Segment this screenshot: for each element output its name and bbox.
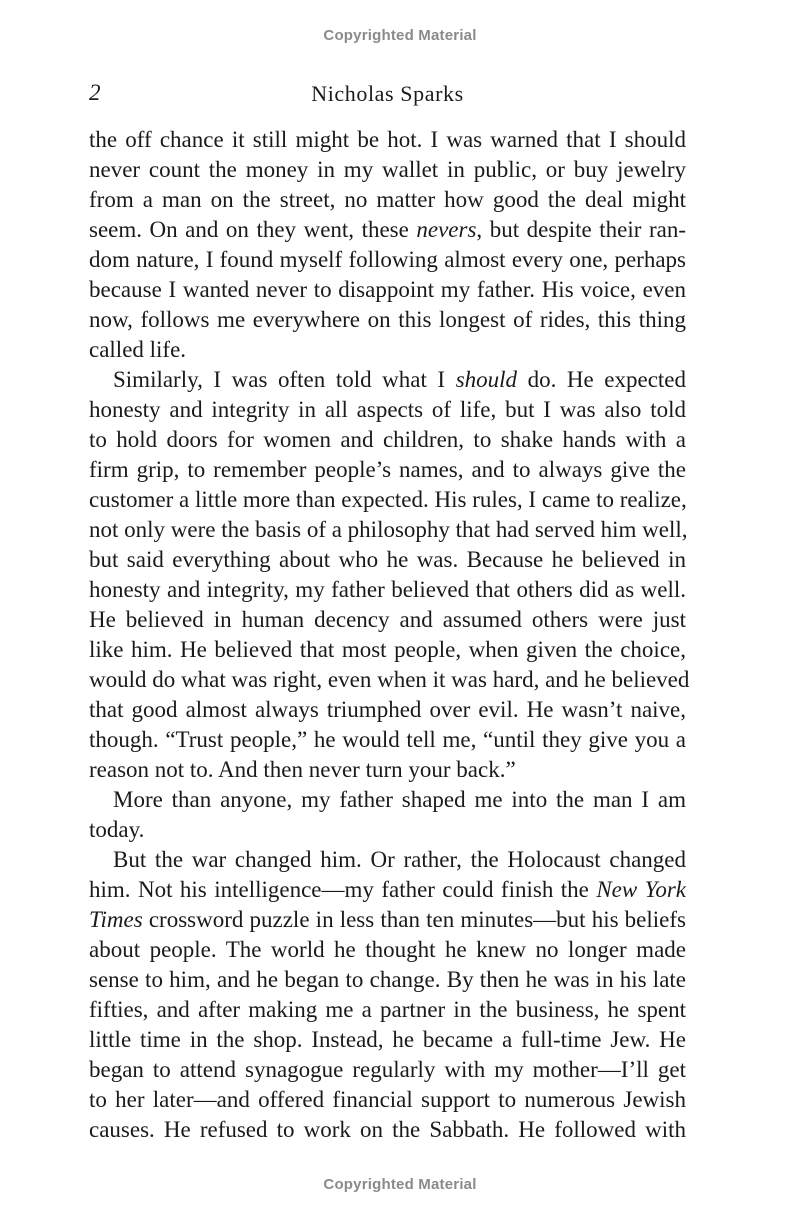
text-line: honesty and integrity, my father believed that others did as well. <box>89 577 686 602</box>
italic-title: New York <box>596 877 687 902</box>
text-line: that good almost always triumphed over evil. He wasn’t naive, <box>89 697 686 722</box>
text-line <box>89 875 686 905</box>
text-line: to hold doors for women and children, to shake hands with a <box>89 427 686 452</box>
italic-word: nevers <box>416 217 477 242</box>
text-line: would do what was right, even when it was hard, and he believed <box>89 667 690 692</box>
italic-title: Times <box>89 907 143 932</box>
text-segment: Similarly, I was often told what I <box>113 367 446 392</box>
text-line: little time in the shop. Instead, he became a full-time Jew. He <box>89 1027 686 1052</box>
text-line: from a man on the street, no matter how good the deal might <box>89 187 686 212</box>
copyright-watermark-bottom: Copyrighted Material <box>323 1176 477 1193</box>
body-text <box>89 125 690 1145</box>
text-line: called life. <box>89 337 187 362</box>
text-line: now, follows me everywhere on this longest of rides, this thing <box>89 307 686 332</box>
text-line: like him. He believed that most people, when given the choice, <box>89 637 686 662</box>
text-line: dom nature, I found myself following almost every one, perhaps <box>89 247 686 272</box>
text-line: causes. He refused to work on the Sabbath. He followed with <box>89 1117 686 1142</box>
text-line <box>89 215 686 245</box>
text-line: honesty and integrity in all aspects of life, but I was also told <box>89 397 686 422</box>
text-segment: , but despite their ran- <box>476 217 686 242</box>
copyright-watermark-top: Copyrighted Material <box>323 27 477 44</box>
text-line: about people. The world he thought he knew no longer made <box>89 937 686 962</box>
text-line <box>89 905 686 935</box>
text-line: today. <box>89 817 145 842</box>
text-line: not only were the basis of a philosophy that had served him well, <box>89 517 688 542</box>
running-head <box>89 80 686 110</box>
text-line: He believed in human decency and assumed others were just <box>89 607 686 632</box>
text-line: customer a little more than expected. His rules, I came to realize, <box>89 487 687 512</box>
text-line <box>89 365 686 395</box>
text-line: began to attend synagogue regularly with my mother—I’ll get <box>89 1057 686 1082</box>
text-line: reason not to. And then never turn your back.” <box>89 757 516 782</box>
author-name: Nicholas Sparks <box>311 81 464 106</box>
text-line: fifties, and after making me a partner in the business, he spent <box>89 997 686 1022</box>
text-line: More than anyone, my father shaped me into the man I am <box>113 787 686 812</box>
italic-word: should <box>455 367 518 392</box>
text-line: sense to him, and he began to change. By then he was in his late <box>89 967 686 992</box>
text-line: but said everything about who he was. Because he believed in <box>89 547 686 572</box>
text-line: the off chance it still might be hot. I was warned that I should <box>89 127 686 152</box>
text-segment: seem. On and on they went, these <box>89 217 409 242</box>
text-line: But the war changed him. Or rather, the Holocaust changed <box>113 847 686 872</box>
text-line: because I wanted never to disappoint my father. His voice, even <box>89 277 686 302</box>
text-segment: him. Not his intelligence—my father could finish the <box>89 877 589 902</box>
text-line: to her later—and offered financial support to numerous Jewish <box>89 1087 686 1112</box>
text-line: firm grip, to remember people’s names, and to always give the <box>89 457 686 482</box>
page-number: 2 <box>89 80 101 105</box>
text-segment: do. He expected <box>517 367 687 392</box>
text-line: though. “Trust people,” he would tell me, “until they give you a <box>89 727 686 752</box>
text-line: never count the money in my wallet in public, or buy jewelry <box>89 157 686 182</box>
text-segment: crossword puzzle in less than ten minutes—but his beliefs <box>142 907 686 932</box>
